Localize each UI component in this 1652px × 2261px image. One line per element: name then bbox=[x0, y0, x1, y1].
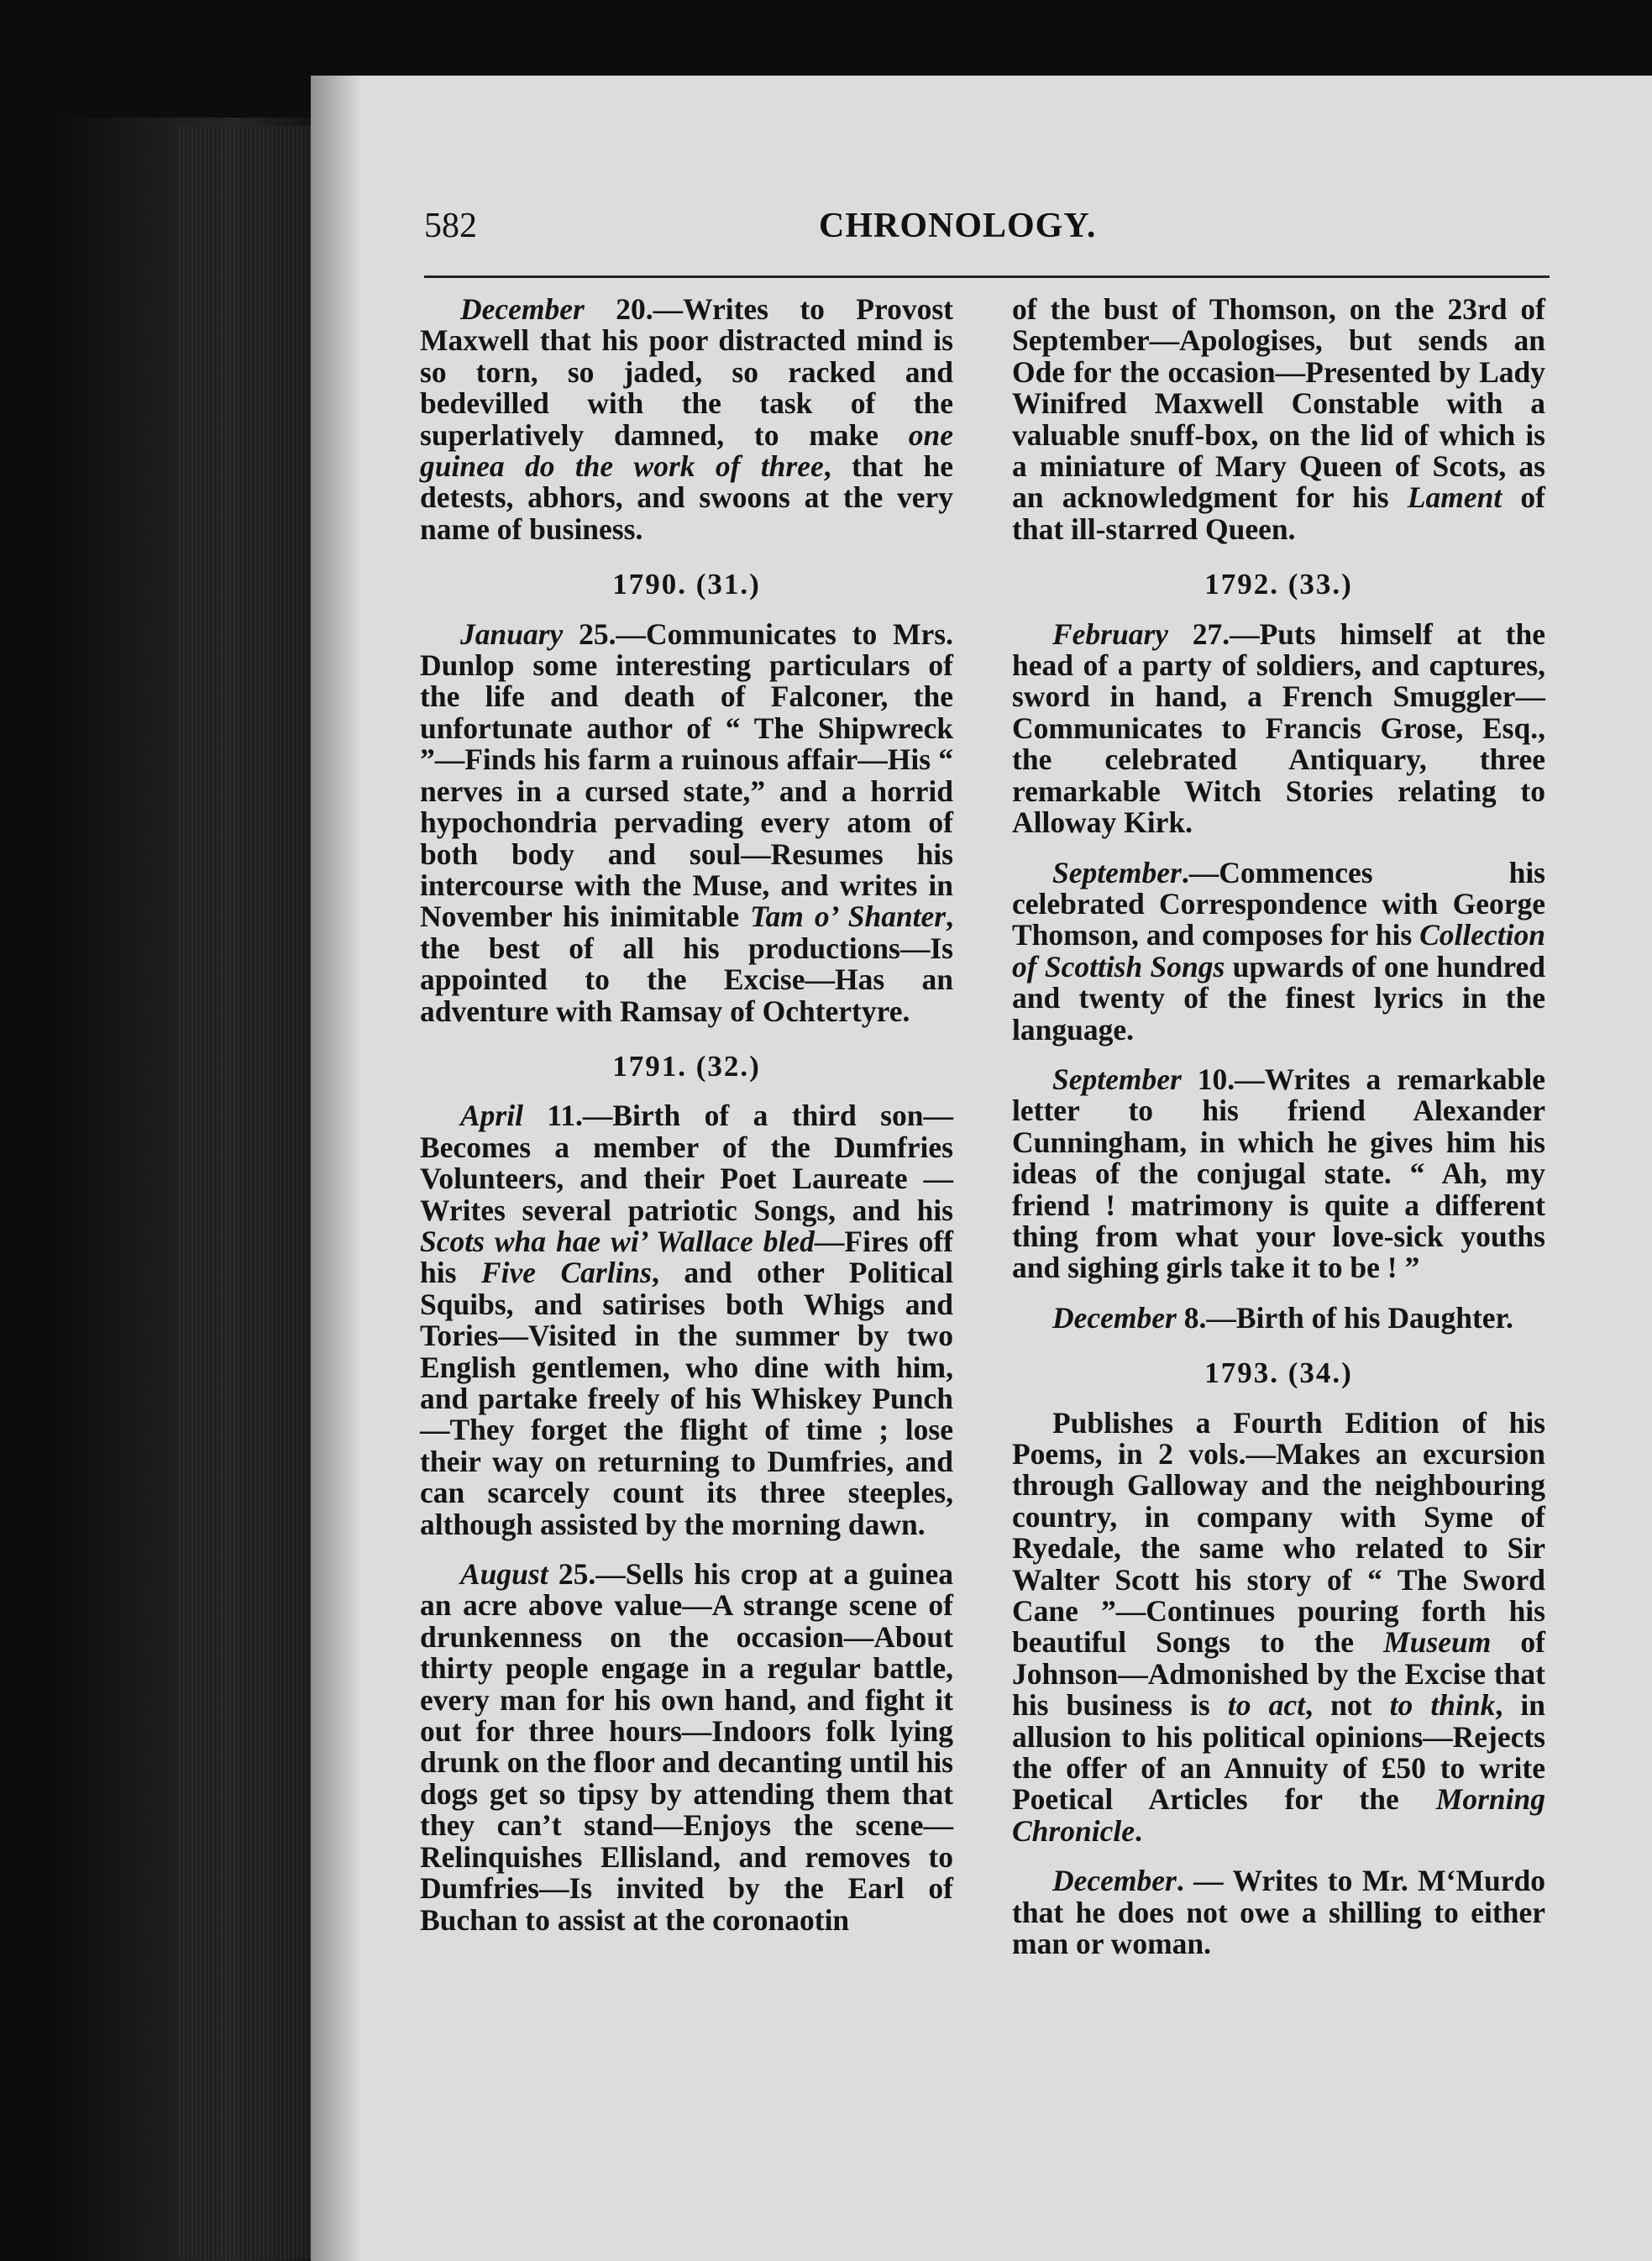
entry-text: 11.—Birth of a third son—Becomes a member of the Dumfries Volunteers, and their Poet Laureate —Writes several patriotic Songs, and his bbox=[420, 1099, 953, 1227]
entry-text: Publishes a Fourth Edition of his Poems, in 2 vols.—Makes an excursion through Galloway and the neighbouring country, in company with Syme of Ryedale, the same who related to Sir Walter Scott his story of “ The Sword Cane ”—Continues pouring forth his beautiful Songs to the bbox=[1012, 1405, 1545, 1660]
entry-text: —Fires off his bbox=[420, 1224, 953, 1290]
running-head bbox=[424, 206, 1550, 265]
entry-date: April bbox=[460, 1099, 523, 1133]
entry-paragraph bbox=[1012, 616, 1545, 840]
entry-paragraph bbox=[420, 1559, 953, 1936]
right-column bbox=[1012, 294, 1545, 1979]
entry-italic: Museum bbox=[1383, 1625, 1492, 1660]
entry-text: , the best of all his productions—Is appointed to the Excise—Has an adventure with Ramsay of Ochtertyre. bbox=[420, 900, 953, 1028]
entry-paragraph bbox=[1012, 855, 1545, 1047]
header-rule bbox=[424, 275, 1550, 278]
entry-text: 25.—Communicates to Mrs. Dunlop some interesting particulars of the life and death of Falconer, the unfortunate author of “ The Shipwreck ”—Finds his farm a ruinous affair—His “ nerves in a cursed state,” and a horrid hypochondria pervading every atom of both body and soul—Resumes his intercourse with the Muse, and writes in November his inimitable bbox=[420, 616, 953, 934]
entry-date: September bbox=[1052, 855, 1182, 889]
entry-text: , that he detests, abhors, and swoons at the very name of business. bbox=[420, 449, 953, 546]
year-heading: 1791. (32.) bbox=[612, 1049, 761, 1083]
entry-text: of that ill-starred Queen. bbox=[1012, 480, 1545, 546]
entry-text: .—Commences his celebrated Correspondence with George Thomson, and composes for his bbox=[1012, 855, 1545, 952]
year-heading: 1792. (33.) bbox=[1204, 568, 1353, 601]
entry-paragraph bbox=[420, 616, 953, 1028]
entry-text: 8.—Birth of his Daughter. bbox=[1176, 1300, 1513, 1335]
entry-italic: Collection of Scottish Songs bbox=[1012, 918, 1545, 984]
entry-text: . bbox=[1134, 1813, 1142, 1848]
year-heading: 1790. (31.) bbox=[612, 568, 761, 601]
year-heading: 1793. (34.) bbox=[1204, 1356, 1353, 1390]
entry-paragraph bbox=[1012, 294, 1545, 545]
entry-paragraph bbox=[1012, 1300, 1545, 1335]
entry-text: 10.—Writes a remarkable letter to his friend Alexander Cunningham, in which he gives him his ideas of the conjugal state. “ Ah, my friend ! matrimony is quite a different thing from what your love-sick youths and sighing girls take it to be ! ” bbox=[1012, 1062, 1545, 1285]
entry-paragraph bbox=[420, 1100, 953, 1540]
entry-italic: to think bbox=[1389, 1688, 1496, 1723]
entry-text: . — Writes to Mr. M‘Murdo that he does not owe a shilling to either man or woman. bbox=[1012, 1864, 1545, 1961]
entry-date: December bbox=[1052, 1300, 1177, 1335]
page-number: 582 bbox=[424, 207, 477, 245]
entry-italic: to act bbox=[1227, 1688, 1306, 1723]
page-title: CHRONOLOGY. bbox=[819, 207, 1097, 245]
entry-date: December bbox=[1052, 1864, 1177, 1898]
entry-date: February bbox=[1052, 616, 1169, 651]
entry-italic: Five Carlins bbox=[480, 1256, 652, 1290]
entry-date: January bbox=[460, 616, 564, 651]
entry-text: of the bust of Thomson, on the 23rd of September—Apologises, but sends an Ode for the occasion—Presented by Lady Winifred Maxwell Constable with a valuable snuff-box, on the lid of which is a miniature of Mary Queen of Scots, as an acknowledgment for his bbox=[1012, 292, 1545, 515]
entry-text: of Johnson—Admonished by the Excise that his business is bbox=[1012, 1625, 1545, 1723]
entry-date: December bbox=[460, 292, 585, 326]
entry-italic: Tam o’ Shanter bbox=[750, 900, 947, 934]
entry-text: , not bbox=[1305, 1688, 1390, 1723]
entry-date: September bbox=[1052, 1062, 1182, 1096]
entry-text: 20.—Writes to Provost Maxwell that his poor distracted mind is so torn, so jaded, so racked and bedevilled with the task of the superlatively damned, to make bbox=[420, 292, 953, 452]
page-edges bbox=[176, 126, 311, 2259]
entry-paragraph bbox=[420, 294, 953, 545]
entry-text: upwards of one hundred and twenty of the finest lyrics in the language. bbox=[1012, 949, 1545, 1047]
entry-paragraph bbox=[1012, 1064, 1545, 1284]
entry-italic: Morning Chronicle bbox=[1012, 1782, 1545, 1848]
entry-date: August bbox=[460, 1557, 548, 1592]
entry-paragraph bbox=[1012, 1405, 1545, 1848]
entry-text: 25.—Sells his crop at a guinea an acre above value—A strange scene of drunkenness on the occasion—About thirty people engage in a regular battle, every man for his own hand, and fight it out for three hours—Indoors folk lying drunk on the floor and decanting until his dogs get so tipsy by attending them that they can’t stand—Enjoys the scene—Relinquishes Ellisland, and removes to Dumfries—Is invited by the Earl of Buchan to assist at the coronaotin bbox=[420, 1557, 953, 1937]
entry-italic: Scots wha hae wi’ Wallace bled bbox=[420, 1224, 815, 1258]
entry-paragraph bbox=[1012, 1865, 1545, 1959]
left-column bbox=[420, 294, 953, 1954]
gutter-shadow bbox=[311, 76, 361, 2261]
entry-italic: Lament bbox=[1407, 480, 1503, 515]
entry-text: , in allusion to his political opinions—Rejects the offer of an Annuity of £50 to write Poetical Articles for the bbox=[1012, 1688, 1545, 1817]
entry-text: 27.—Puts himself at the head of a party of soldiers, and captures, sword in hand, a French Smuggler—Communicates to Francis Grose, Esq., the celebrated Antiquary, three remarkable Witch Stories relating to Alloway Kirk. bbox=[1012, 616, 1545, 840]
entry-text: , and other Political Squibs, and satirises both Whigs and Tories—Visited in the summer by two English gentlemen, who dine with him, and partake freely of his Whiskey Punch—They forget the flight of time ; lose their way on returning to Dumfries, and can scarcely count its three steeples, although assisted by the morning dawn. bbox=[420, 1256, 953, 1541]
entry-italic: one guinea do the work of three bbox=[420, 417, 953, 484]
